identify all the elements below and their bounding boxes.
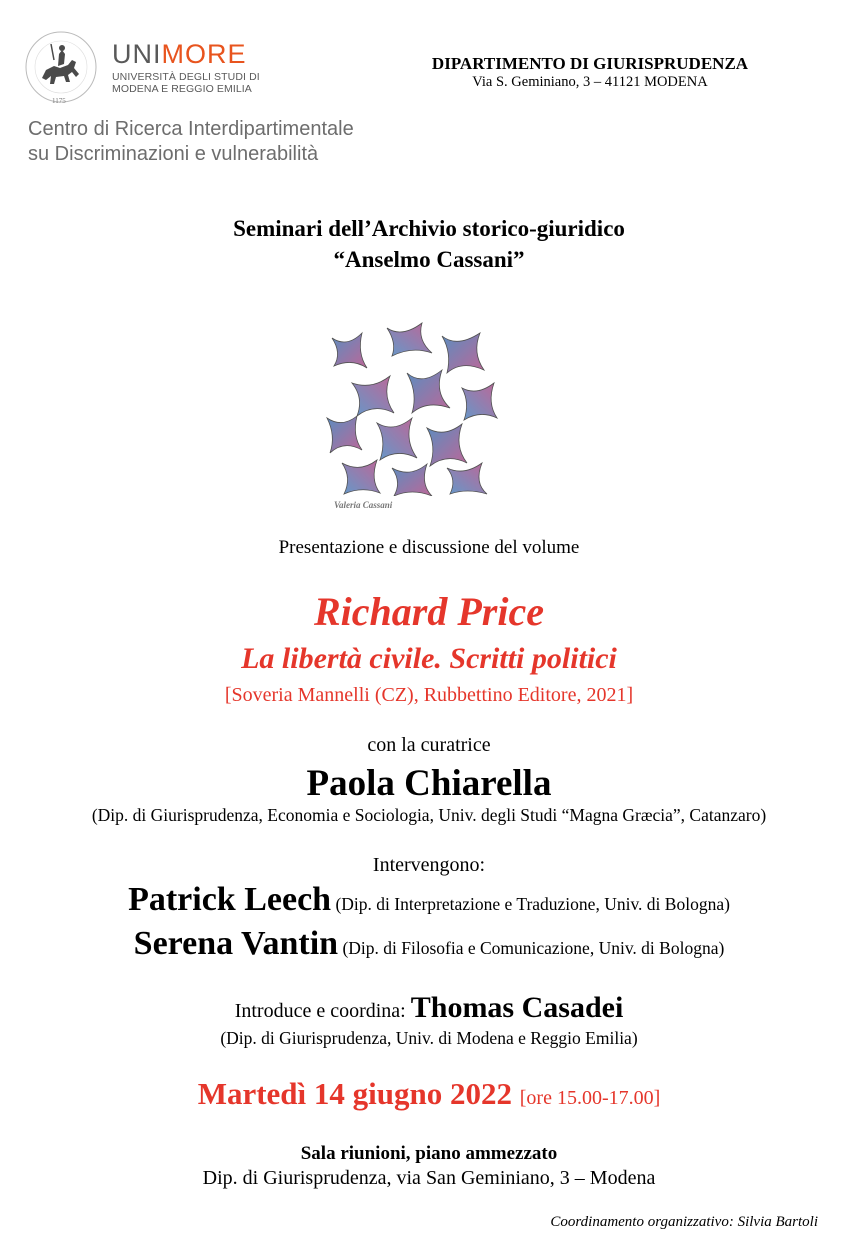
book-publication: [Soveria Mannelli (CZ), Rubbettino Editore, 2021] [224,684,634,706]
department-name: DIPARTIMENTO DI GIURISPRUDENZA [431,54,749,73]
book-author: Richard Price [314,589,544,634]
research-center-name [28,117,354,167]
event-date: Martedì 14 giugno 2022 [197,1076,513,1111]
venue-address: Dip. di Giurisprudenza, via San Geminiano, 3 – Modena [202,1167,656,1189]
artwork-caption: Valeria Cassani [334,500,393,510]
department-address: Via S. Geminiano, 3 – 41121 MODENA [472,74,708,90]
brand-subtitle-line2: MODENA E REGGIO EMILIA [112,83,252,95]
brand-wordmark [112,40,260,68]
speaker-affiliation: (Dip. di Filosofia e Comunicazione, Univ. di Bologna) [342,938,725,958]
speaker-name: Serena Vantin [133,925,339,962]
research-center-line1: Centro di Ricerca Interdipartimentale [28,118,354,140]
university-seal-logo [24,30,98,104]
coordinator-name: Thomas Casadei [410,991,624,1024]
book-title: La libertà civile. Scritti politici [241,642,617,675]
venue-name: Sala riunioni, piano ammezzato [300,1143,558,1164]
speaker-name: Patrick Leech [128,881,332,918]
event-time: [ore 15.00-17.00] [519,1087,661,1109]
curator-label: con la curatrice [367,734,491,756]
brand-accent: MORE [161,39,247,69]
series-line1: Seminari dell’Archivio storico-giuridico [233,216,625,241]
brand-subtitle-line1: UNIVERSITÀ DEGLI STUDI DI [112,71,260,83]
series-line2: “Anselmo Cassani” [333,247,525,272]
horseman-seal-icon [24,30,98,104]
university-brand [112,40,260,95]
coordinator-affiliation: (Dip. di Giurisprudenza, Univ. di Modena e Reggio Emilia) [220,1028,638,1048]
speaker-item [0,924,858,968]
speaker-affiliation: (Dip. di Interpretazione e Traduzione, Univ. di Bologna) [335,894,730,914]
seal-year: 1175 [52,97,66,105]
department-header [390,54,790,91]
speakers-label: Intervengono: [372,854,486,876]
event-datetime [0,1074,858,1118]
seminar-series-title [0,213,858,275]
research-center-line2: su Discriminazioni e vulnerabilità [28,143,319,165]
brand-subtitle [112,71,260,95]
curator-affiliation: (Dip. di Giurisprudenza, Economia e Sociologia, Univ. degli Studi “Magna Græcia”, Catanzaro) [91,805,767,825]
organizer-credit: Coordinamento organizzativo: Silvia Bartoli [550,1214,818,1230]
coordinator-line [0,991,858,1028]
abstract-pattern-artwork [322,318,500,496]
artwork-image [322,318,500,496]
curator-name: Paola Chiarella [306,763,552,804]
brand-prefix: UNI [112,39,162,69]
presentation-intro: Presentazione e discussione del volume [278,537,580,558]
speaker-item [0,880,858,924]
coordinator-label: Introduce e coordina: [234,1000,406,1022]
